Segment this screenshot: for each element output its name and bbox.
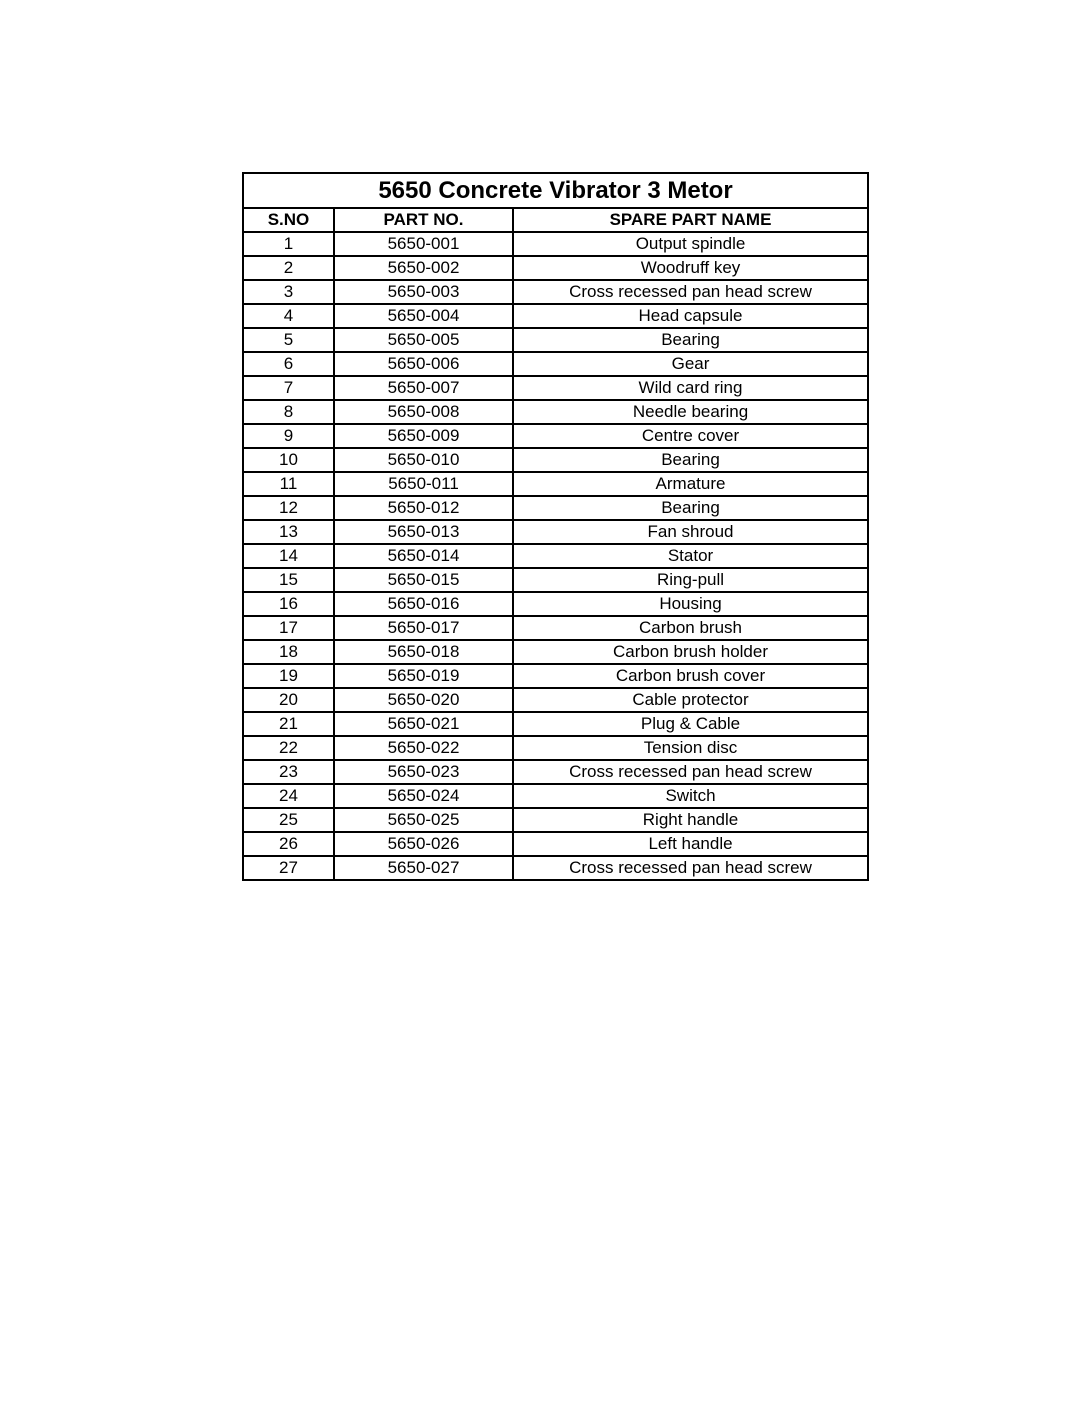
part-no-cell: 5650-025 (334, 808, 513, 832)
sno-cell: 15 (243, 568, 334, 592)
part-no-cell: 5650-017 (334, 616, 513, 640)
spare-part-name-cell: Bearing (513, 496, 868, 520)
part-no-cell: 5650-006 (334, 352, 513, 376)
sno-cell: 13 (243, 520, 334, 544)
spare-part-name-cell: Tension disc (513, 736, 868, 760)
part-no-cell: 5650-015 (334, 568, 513, 592)
part-no-cell: 5650-010 (334, 448, 513, 472)
table-row (243, 640, 868, 664)
table-row (243, 400, 868, 424)
part-no-cell: 5650-027 (334, 856, 513, 880)
part-no-cell: 5650-016 (334, 592, 513, 616)
sno-cell: 6 (243, 352, 334, 376)
sno-cell: 21 (243, 712, 334, 736)
spare-part-name-cell: Right handle (513, 808, 868, 832)
table-row (243, 568, 868, 592)
sno-cell: 4 (243, 304, 334, 328)
spare-part-name-cell: Fan shroud (513, 520, 868, 544)
part-no-cell: 5650-003 (334, 280, 513, 304)
table-row (243, 544, 868, 568)
table-row (243, 712, 868, 736)
spare-part-name-cell: Centre cover (513, 424, 868, 448)
header-sno: S.NO (243, 208, 334, 232)
part-no-cell: 5650-023 (334, 760, 513, 784)
sno-cell: 24 (243, 784, 334, 808)
spare-part-name-cell: Wild card ring (513, 376, 868, 400)
spare-part-name-cell: Plug & Cable (513, 712, 868, 736)
part-no-cell: 5650-005 (334, 328, 513, 352)
sno-cell: 26 (243, 832, 334, 856)
spare-part-name-cell: Bearing (513, 448, 868, 472)
table-row (243, 592, 868, 616)
table-row (243, 784, 868, 808)
spare-part-name-cell: Armature (513, 472, 868, 496)
table-row (243, 616, 868, 640)
table-row (243, 256, 868, 280)
table-row (243, 376, 868, 400)
table-row (243, 856, 868, 880)
table-row (243, 232, 868, 256)
spare-part-name-cell: Output spindle (513, 232, 868, 256)
parts-list-sheet (242, 172, 867, 881)
sno-cell: 8 (243, 400, 334, 424)
part-no-cell: 5650-008 (334, 400, 513, 424)
spare-part-name-cell: Cable protector (513, 688, 868, 712)
part-no-cell: 5650-022 (334, 736, 513, 760)
spare-part-name-cell: Carbon brush (513, 616, 868, 640)
title-row (243, 173, 868, 208)
part-no-cell: 5650-012 (334, 496, 513, 520)
sno-cell: 20 (243, 688, 334, 712)
sno-cell: 23 (243, 760, 334, 784)
spare-part-name-cell: Carbon brush cover (513, 664, 868, 688)
spare-part-name-cell: Switch (513, 784, 868, 808)
table-row (243, 664, 868, 688)
sno-cell: 1 (243, 232, 334, 256)
table-row (243, 736, 868, 760)
table-row (243, 448, 868, 472)
table-row (243, 808, 868, 832)
part-no-cell: 5650-007 (334, 376, 513, 400)
table-row (243, 472, 868, 496)
table-row (243, 280, 868, 304)
spare-part-name-cell: Left handle (513, 832, 868, 856)
sno-cell: 9 (243, 424, 334, 448)
sno-cell: 12 (243, 496, 334, 520)
part-no-cell: 5650-019 (334, 664, 513, 688)
part-no-cell: 5650-024 (334, 784, 513, 808)
table-row (243, 688, 868, 712)
table-row (243, 520, 868, 544)
header-spare-part-name: SPARE PART NAME (513, 208, 868, 232)
spare-part-name-cell: Head capsule (513, 304, 868, 328)
sno-cell: 27 (243, 856, 334, 880)
spare-part-name-cell: Gear (513, 352, 868, 376)
header-part-no: PART NO. (334, 208, 513, 232)
parts-table-body (243, 232, 868, 880)
part-no-cell: 5650-020 (334, 688, 513, 712)
spare-part-name-cell: Woodruff key (513, 256, 868, 280)
spare-part-name-cell: Housing (513, 592, 868, 616)
part-no-cell: 5650-013 (334, 520, 513, 544)
spare-part-name-cell: Needle bearing (513, 400, 868, 424)
table-title: 5650 Concrete Vibrator 3 Metor (243, 173, 868, 208)
part-no-cell: 5650-011 (334, 472, 513, 496)
sno-cell: 14 (243, 544, 334, 568)
sno-cell: 10 (243, 448, 334, 472)
header-row (243, 208, 868, 232)
table-row (243, 304, 868, 328)
table-row (243, 352, 868, 376)
spare-part-name-cell: Stator (513, 544, 868, 568)
part-no-cell: 5650-002 (334, 256, 513, 280)
part-no-cell: 5650-018 (334, 640, 513, 664)
part-no-cell: 5650-026 (334, 832, 513, 856)
spare-part-name-cell: Cross recessed pan head screw (513, 856, 868, 880)
table-row (243, 496, 868, 520)
part-no-cell: 5650-004 (334, 304, 513, 328)
sno-cell: 22 (243, 736, 334, 760)
table-row (243, 832, 868, 856)
spare-part-name-cell: Cross recessed pan head screw (513, 280, 868, 304)
sno-cell: 2 (243, 256, 334, 280)
parts-table (242, 172, 869, 881)
spare-part-name-cell: Ring-pull (513, 568, 868, 592)
sno-cell: 17 (243, 616, 334, 640)
sno-cell: 19 (243, 664, 334, 688)
sno-cell: 7 (243, 376, 334, 400)
spare-part-name-cell: Cross recessed pan head screw (513, 760, 868, 784)
table-row (243, 424, 868, 448)
sno-cell: 18 (243, 640, 334, 664)
sno-cell: 16 (243, 592, 334, 616)
table-row (243, 760, 868, 784)
part-no-cell: 5650-001 (334, 232, 513, 256)
part-no-cell: 5650-014 (334, 544, 513, 568)
spare-part-name-cell: Carbon brush holder (513, 640, 868, 664)
part-no-cell: 5650-009 (334, 424, 513, 448)
sno-cell: 3 (243, 280, 334, 304)
spare-part-name-cell: Bearing (513, 328, 868, 352)
sno-cell: 25 (243, 808, 334, 832)
part-no-cell: 5650-021 (334, 712, 513, 736)
table-row (243, 328, 868, 352)
sno-cell: 11 (243, 472, 334, 496)
sno-cell: 5 (243, 328, 334, 352)
